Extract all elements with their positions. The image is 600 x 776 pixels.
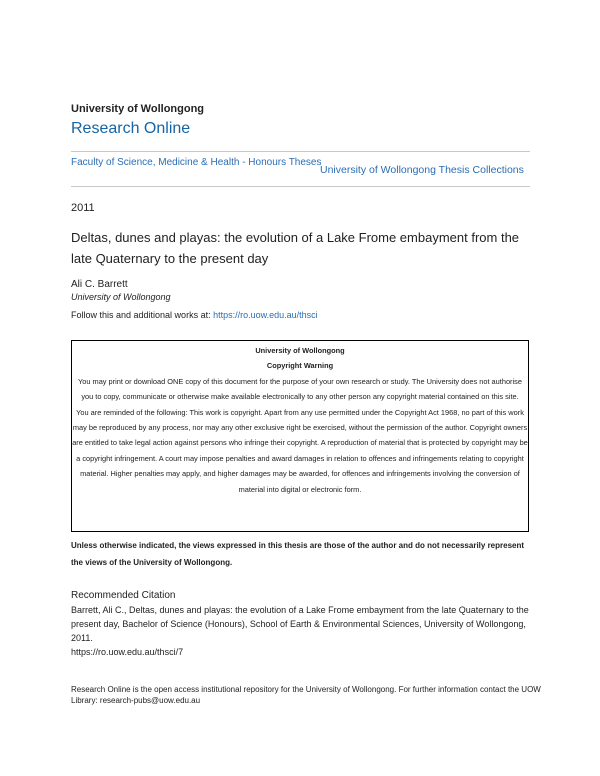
copyright-subheading: Copyright Warning	[266, 361, 334, 371]
repository-name[interactable]: Research Online	[71, 120, 191, 137]
citation-block	[71, 603, 531, 659]
institution-name: University of Wollongong	[71, 103, 205, 115]
collection-link-thesis[interactable]: University of Wollongong Thesis Collections	[320, 164, 524, 176]
follow-link[interactable]: https://ro.uow.edu.au/thsci	[213, 310, 318, 320]
copyright-warning-box	[71, 340, 529, 532]
collection-link-faculty[interactable]: Faculty of Science, Medicine & Health - Honours Theses	[71, 157, 322, 168]
disclaimer-text: Unless otherwise indicated, the views expressed in this thesis are those of the author and do not necessarily represent the views of the University of Wollongong.	[71, 541, 525, 567]
footer-text: Research Online is the open access institutional repository for the University of Wollongong. For further information contact the UOW Library: research-pubs@uow.edu.au	[71, 685, 541, 705]
citation-body: Barrett, Ali C., Deltas, dunes and playas: the evolution of a Lake Frome embayment from the late Quaternary to the present day, Bachelor of Science (Honours), School of Earth & Environmental Sciences, University of Wollongong, 2011.	[71, 605, 529, 643]
copyright-paragraph-2: You are reminded of the following: This work is copyright. Apart from any use permitted under the Copyright Act 1968, no part of this work may be reproduced by any process, nor may any other exclusive right be exercised, without the permission of the author. Copyright owners are entitled to take legal action against persons who infringe their copyright. A reproduction of material that is protected by copyright may be a copyright infringement. A court may impose penalties and award damages in relation to offences and infringements relating to copyright material. Higher penalties may apply, and higher damages may be awarded, for offences and infringements involving the conversion of material into digital or electronic form.	[72, 407, 528, 494]
follow-line	[71, 310, 318, 320]
publication-year: 2011	[71, 202, 95, 214]
author-name: Ali C. Barrett	[71, 279, 128, 290]
author-affiliation: University of Wollongong	[71, 292, 171, 302]
copyright-paragraph-1: You may print or download ONE copy of this document for the purpose of your own research or study. The University does not authorise you to copy, communicate or otherwise make available electronically to any other person any copyright material contained on this site.	[78, 376, 522, 402]
divider	[71, 186, 530, 187]
copyright-heading: University of Wollongong	[255, 346, 345, 355]
citation-heading: Recommended Citation	[71, 590, 176, 601]
follow-text: Follow this and additional works at:	[71, 310, 214, 320]
thesis-title: Deltas, dunes and playas: the evolution of a Lake Frome embayment from the late Quaternary to the present day	[71, 230, 520, 266]
divider	[71, 151, 530, 152]
citation-url[interactable]: https://ro.uow.edu.au/thsci/7	[71, 647, 184, 657]
